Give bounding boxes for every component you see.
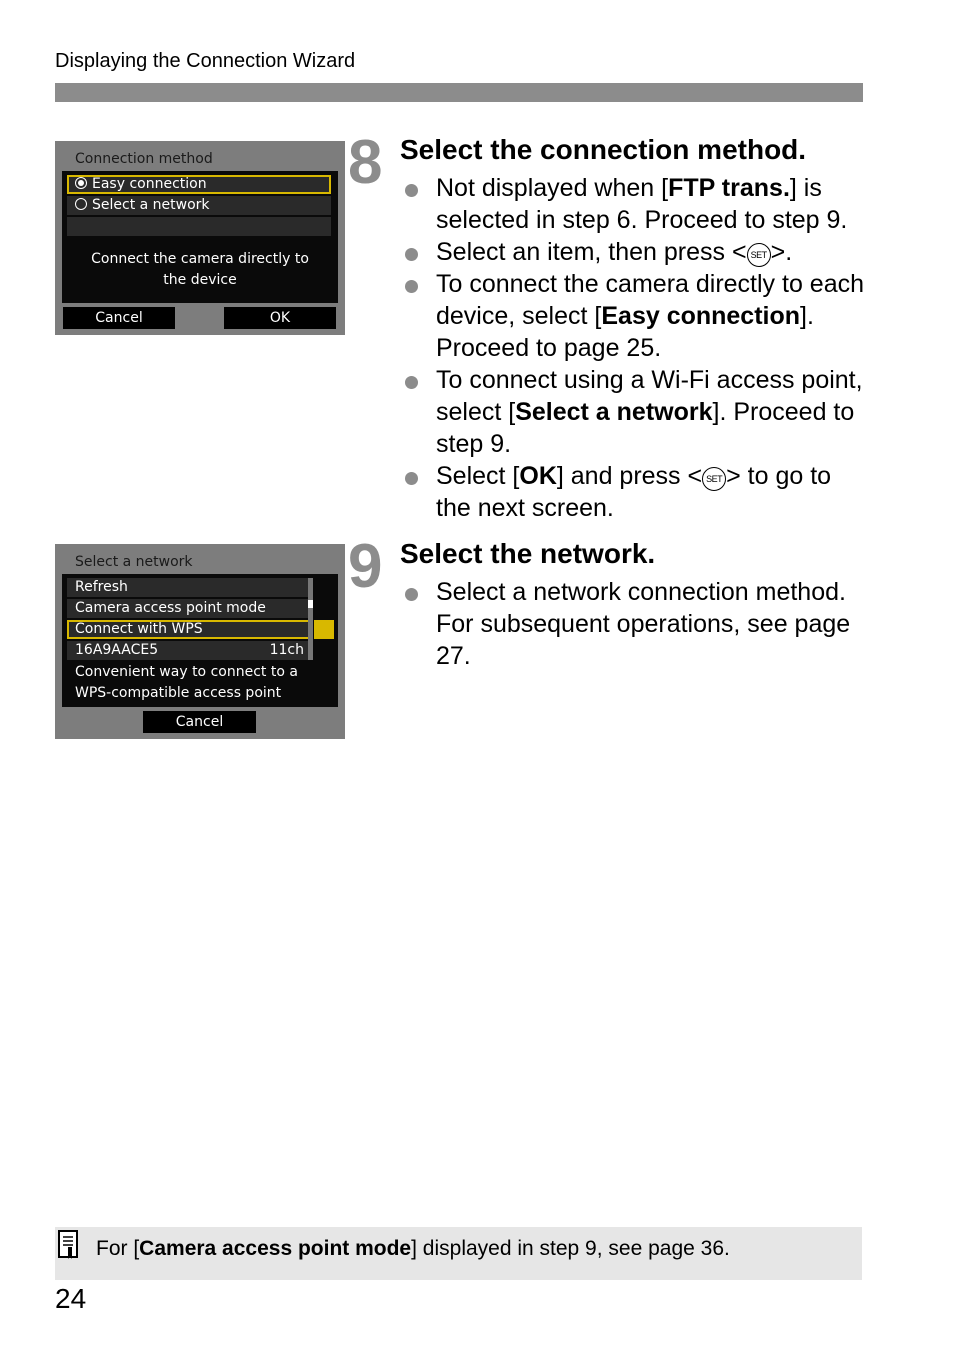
ok-button[interactable]: OK — [224, 307, 336, 329]
scroll-highlight — [314, 620, 334, 639]
step8-bullets — [400, 172, 870, 524]
network-item-connect-wps[interactable]: Connect with WPS — [67, 620, 312, 639]
connection-method-screen — [55, 141, 345, 335]
step-title: Select the network. — [400, 538, 656, 569]
network-item-camera-ap-mode[interactable]: Camera access point mode — [67, 599, 312, 618]
item-description — [75, 662, 298, 704]
scrollbar[interactable] — [308, 578, 313, 660]
list-item: Select an item, then press < SET >. — [400, 236, 870, 268]
list-item: Select [OK] and press < SET > to go to the next screen. — [400, 460, 870, 524]
option-label: Select a network — [92, 197, 210, 213]
network-item-refresh[interactable]: Refresh — [67, 578, 312, 597]
network-item-ssid[interactable]: 16A9AACE5 11ch — [67, 641, 312, 660]
cancel-button[interactable]: Cancel — [143, 711, 256, 733]
memo-icon — [57, 1229, 81, 1261]
running-header: Displaying the Connection Wizard — [55, 50, 356, 72]
empty-row — [67, 217, 331, 236]
note-box — [55, 1227, 862, 1280]
step-number: 8 — [348, 128, 383, 197]
list-item: To connect using a Wi-Fi access point, select [Select a network]. Proceed to step 9. — [400, 364, 870, 460]
list-item: Select a network connection method. For subsequent operations, see page 27. — [400, 576, 870, 672]
description-line: WPS-compatible access point — [75, 685, 282, 701]
screen-title: Connection method — [75, 151, 213, 167]
screen-panel — [62, 574, 338, 707]
header-bar — [55, 83, 863, 102]
option-easy-connection[interactable] — [67, 175, 331, 194]
set-button-icon: SET — [747, 243, 771, 267]
description-line: Connect the camera directly to — [91, 251, 309, 267]
channel-label: 11ch — [269, 642, 304, 658]
select-network-screen — [55, 544, 345, 739]
cancel-button[interactable]: Cancel — [63, 307, 175, 329]
option-label: Easy connection — [92, 176, 207, 192]
step-number: 9 — [348, 532, 383, 601]
step9-bullets — [400, 576, 870, 672]
list-item: To connect the camera directly to each device, select [Easy connection]. Proceed to page 25. — [400, 268, 870, 364]
screen-panel — [62, 171, 338, 303]
set-button-icon: SET — [702, 467, 726, 491]
option-description — [62, 249, 338, 291]
description-line: Convenient way to connect to a — [75, 664, 298, 680]
radio-selected-icon — [75, 177, 87, 189]
radio-unselected-icon — [75, 198, 87, 210]
note-text: For [Camera access point mode] displayed in step 9, see page 36. — [96, 1237, 730, 1260]
screen-title: Select a network — [75, 554, 193, 570]
description-line: the device — [163, 272, 237, 288]
scroll-thumb[interactable] — [308, 600, 313, 608]
page-number: 24 — [55, 1283, 87, 1314]
step-title: Select the connection method. — [400, 134, 807, 165]
list-item: Not displayed when [FTP trans.] is selected in step 6. Proceed to step 9. — [400, 172, 870, 236]
option-select-network[interactable] — [67, 196, 331, 215]
